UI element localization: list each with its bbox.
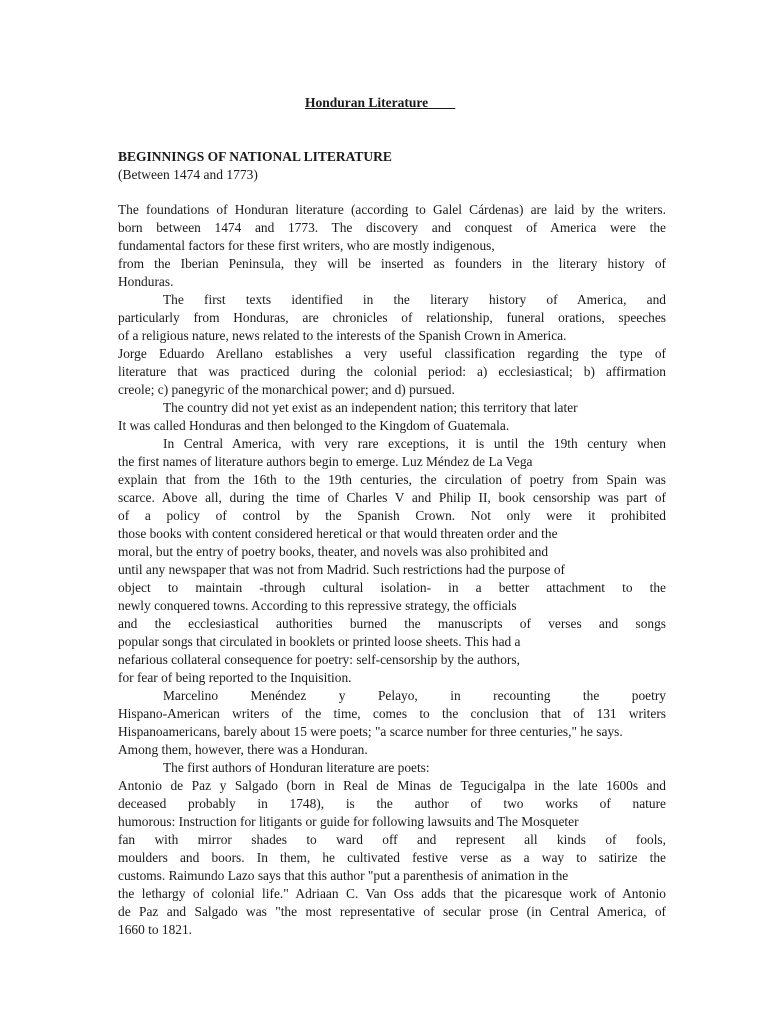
text-line: born between 1474 and 1773. The discovery and conquest of America were the — [118, 220, 666, 235]
text-line: Marcelino Menéndez y Pelayo, in recounting the poetry — [163, 688, 666, 703]
text-line: Jorge Eduardo Arellano establishes a very useful classification regarding the type of — [118, 346, 666, 361]
text-line: creole; c) panegyric of the monarchical power; and d) pursued. — [118, 382, 455, 397]
text-line: nefarious collateral consequence for poetry: self-censorship by the authors, — [118, 652, 520, 667]
text-line: explain that from the 16th to the 19th centuries, the circulation of poetry from Spain was — [118, 472, 666, 487]
text-line: from the Iberian Peninsula, they will be inserted as founders in the literary history of — [118, 256, 666, 271]
text-line: In Central America, with very rare exceptions, it is until the 19th century when — [163, 436, 666, 451]
text-line: and the ecclesiastical authorities burned the manuscripts of verses and songs — [118, 616, 666, 631]
text-line: popular songs that circulated in booklets or printed loose sheets. This had a — [118, 634, 521, 649]
text-line: The first authors of Honduran literature are poets: — [163, 760, 430, 775]
text-line: fundamental factors for these first writers, who are mostly indigenous, — [118, 238, 495, 253]
text-line: the first names of literature authors begin to emerge. Luz Méndez de La Vega — [118, 454, 533, 469]
text-line: the lethargy of colonial life." Adriaan C. Van Oss adds that the picaresque work of Antonio — [118, 886, 666, 901]
text-line: for fear of being reported to the Inquisition. — [118, 670, 352, 685]
text-line: The foundations of Honduran literature (according to Galel Cárdenas) are laid by the writers. — [118, 202, 666, 217]
text-line: Honduras. — [118, 274, 174, 289]
text-line: literature that was practiced during the colonial period: a) ecclesiastical; b) affirmation — [118, 364, 666, 379]
text-line: 1660 to 1821. — [118, 922, 193, 937]
text-line: deceased probably in 1748), is the author of two works of nature — [118, 796, 666, 811]
text-line: de Paz and Salgado was "the most representative of secular prose (in Central America, of — [118, 904, 666, 919]
text-line: Hispano-American writers of the time, comes to the conclusion that of 131 writers — [118, 706, 666, 721]
text-line: The first texts identified in the literary history of America, and — [163, 292, 666, 307]
text-line: scarce. Above all, during the time of Charles V and Philip II, book censorship was part of — [118, 490, 666, 505]
text-line: The country did not yet exist as an independent nation; this territory that later — [163, 400, 578, 415]
section-subheading: (Between 1474 and 1773) — [118, 167, 258, 182]
text-line: until any newspaper that was not from Madrid. Such restrictions had the purpose of — [118, 562, 565, 577]
body-text — [118, 201, 666, 939]
text-line: particularly from Honduras, are chronicles of relationship, funeral orations, speeches — [118, 310, 666, 325]
text-line: Hispanoamericans, barely about 15 were poets; "a scarce number for three centuries," he says. — [118, 724, 623, 739]
text-line: of a policy of control by the Spanish Crown. Not only were it prohibited — [118, 508, 666, 523]
text-line: humorous: Instruction for litigants or guide for following lawsuits and The Mosqueter — [118, 814, 579, 829]
text-line: Among them, however, there was a Honduran. — [118, 742, 368, 757]
text-line: fan with mirror shades to ward off and represent all kinds of fools, — [118, 832, 666, 847]
text-line: those books with content considered heretical or that would threaten order and the — [118, 526, 558, 541]
text-line: of a religious nature, news related to the interests of the Spanish Crown in America. — [118, 328, 567, 343]
text-line: moral, but the entry of poetry books, theater, and novels was also prohibited and — [118, 544, 549, 559]
text-line: Antonio de Paz y Salgado (born in Real de Minas de Tegucigalpa in the late 1600s and — [118, 778, 666, 793]
section-heading: BEGINNINGS OF NATIONAL LITERATURE — [118, 149, 392, 164]
text-line: customs. Raimundo Lazo says that this author "put a parenthesis of animation in the — [118, 868, 569, 883]
text-line: newly conquered towns. According to this repressive strategy, the officials — [118, 598, 517, 613]
text-line: It was called Honduras and then belonged to the Kingdom of Guatemala. — [118, 418, 510, 433]
text-line: object to maintain -through cultural isolation- in a better attachment to the — [118, 580, 666, 595]
document-title: Honduran Literature____ — [305, 95, 456, 110]
text-line: moulders and boors. In them, he cultivated festive verse as a way to satirize the — [118, 850, 666, 865]
